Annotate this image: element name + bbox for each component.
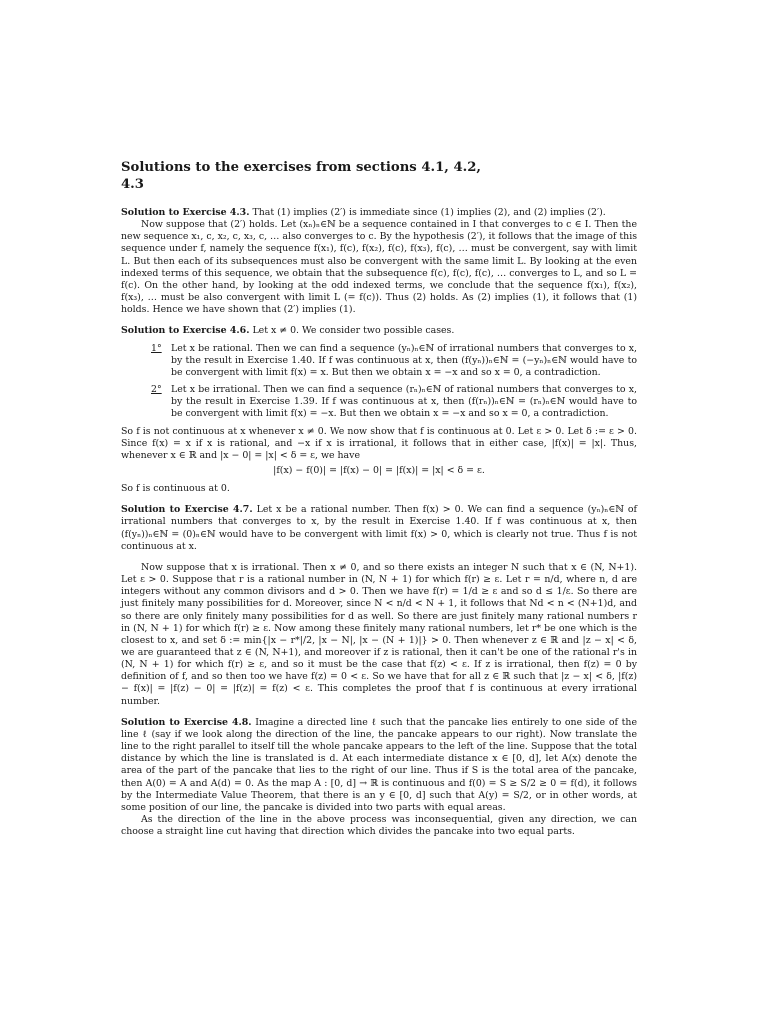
case-item bbox=[151, 384, 637, 420]
page-title: Solutions to the exercises from sections 4.1, 4.2, 4.3 bbox=[121, 160, 481, 192]
paragraph bbox=[121, 504, 637, 553]
solution-4-8 bbox=[121, 717, 637, 839]
document-page bbox=[121, 160, 637, 838]
paragraph-text: Let x be a rational number. Then f(x) > 0. We can find a sequence (yₙ)ₙ∈ℕ of irrational numbers that converges to x, by the result in Exercise 1.40. If f was continuous at x, then (f(yₙ))ₙ∈ℕ = (0)ₙ∈ℕ would have to be convergent with limit f(x) > 0, which is clearly not true. Thus f is not continuous at x. bbox=[121, 504, 637, 552]
paragraph-text: Imagine a directed line ℓ such that the pancake lies entirely to one side of the line ℓ (say if we look along the direction of the line, the pancake appears to our right). Now translate the line to the right parallel to itself till the whole pancake appears to the left of the line. Suppose that the total distance by which the line is translated is d. At each intermediate distance x ∈ [0, d], let A(x) denote the area of the part of the pancake that lies to the right of our line. Thus if S is the total area of the pancake, then A(0) = A and A(d) = 0. As the map A : [0, d] → ℝ is continuous and f(0) = S ≥ S/2 ≥ 0 = f(d), it follows by the Intermediate Value Theorem, that there is an y ∈ [0, d] such that A(y) = S/2, or in other words, at some position of our line, the pancake is divided into two parts with equal areas. bbox=[121, 716, 637, 813]
paragraph: Now suppose that (2′) holds. Let (xₙ)ₙ∈ℕ be a sequence contained in I that converges to c ∈ I. Then the new sequence x₁, c, x₂, c, x₃, c, … also converges to c. By the hypothesis (2′), it follows that the image of this sequence under f, namely the sequence f(x₁), f(c), f(x₂), f(c), f(x₃), f(c), … must be convergent, say with limit L. But then each of its subsequences must also be convergent with the same limit L. By looking at the even indexed terms of this sequence, we obtain that the subsequence f(c), f(c), f(c), … converges to L, and so L = f(c). On the other hand, by looking at the odd indexed terms, we conclude that the sequence f(x₁), f(x₂), f(x₃), … must be also convergent with limit L (= f(c)). Thus (2) holds. As (2) implies (1), it follows that (1) holds. Hence we have shown that (2′) implies (1). bbox=[121, 219, 637, 316]
solution-heading: Solution to Exercise 4.8. bbox=[121, 716, 252, 728]
paragraph bbox=[121, 325, 637, 337]
paragraph: So f is not continuous at x whenever x ≠ 0. We now show that f is continuous at 0. Let ε > 0. Let δ := ε > 0. Since f(x) = x if x is rational, and −x if x is irrational, it follows that in either case, |f(x)| = |x|. Thus, whenever x ∈ ℝ and |x − 0| = |x| < δ = ε, we have bbox=[121, 425, 637, 461]
case-marker: 1° bbox=[151, 342, 162, 354]
solution-heading: Solution to Exercise 4.3. bbox=[121, 207, 250, 218]
solution-heading: Solution to Exercise 4.7. bbox=[121, 504, 253, 516]
paragraph bbox=[121, 717, 637, 814]
solution-heading: Solution to Exercise 4.6. bbox=[121, 325, 250, 337]
display-equation: |f(x) − f(0)| = |f(x) − 0| = |f(x)| = |x| < δ = ε. bbox=[273, 464, 485, 476]
solution-4-6 bbox=[121, 325, 637, 495]
paragraph bbox=[121, 207, 637, 219]
paragraph: So f is continuous at 0. bbox=[121, 483, 230, 495]
paragraph: Now suppose that x is irrational. Then x ≠ 0, and so there exists an integer N such that x ∈ (N, N+1). Let ε > 0. Suppose that r is a rational number in (N, N + 1) for which f(r) ≥ ε. Let r = n/d, where n, d are integers without any common divisors and d > 0. Then we have f(r) = 1/d ≥ ε and so d ≤ 1/ε. So there are just finitely many possibilities for d. Moreover, since N < n/d < N + 1, it follows that Nd < n < (N+1)d, and so there are only finitely many possibilities for d as well. So there are just finitely many rational numbers r in (N, N + 1) for which f(r) ≥ ε. Now among these finitely many rational numbers, let r* be one which is the closest to x, and set δ := min{|x − r*|/2, |x − N|, |x − (N + 1)|} > 0. Then whenever z ∈ ℝ and |z − x| < δ, we are guaranteed that z ∈ (N, N+1), and moreover if z is rational, then it can't be one of the rational r's in (N, N + 1) for which f(r) ≥ ε, and so it must be the case that f(z) < ε. If z is irrational, then f(z) = 0 by definition of f, and so then too we have f(z) = 0 < ε. So we have that for all z ∈ ℝ such that |z − x| < δ, |f(z) − f(x)| = |f(z) − 0| = |f(z)| = f(z) < ε. This completes the proof that f is continuous at every irrational number. bbox=[121, 561, 637, 707]
paragraph: As the direction of the line in the above process was inconsequential, given any direction, we can choose a straight line cut having that direction which divides the pancake into two equal parts. bbox=[121, 814, 637, 838]
solution-4-3 bbox=[121, 207, 637, 316]
case-text: Let x be irrational. Then we can find a sequence (rₙ)ₙ∈ℕ of rational numbers that converges to x, by the result in Exercise 1.39. If f was continuous at x, then (f(rₙ))ₙ∈ℕ = (rₙ)ₙ∈ℕ would have to be convergent with limit f(x) = −x. But then we obtain x = −x and so x = 0, a contradiction. bbox=[171, 384, 637, 420]
case-marker: 2° bbox=[151, 384, 162, 396]
paragraph-text: Let x ≠ 0. We consider two possible cases. bbox=[249, 325, 455, 337]
case-text: Let x be rational. Then we can find a sequence (yₙ)ₙ∈ℕ of irrational numbers that converges to x, by the result in Exercise 1.40. If f was continuous at x, then (f(yₙ))ₙ∈ℕ = (−yₙ)ₙ∈ℕ would have to be convergent with limit f(x) = x. But then we obtain x = −x and so x = 0, a contradiction. bbox=[171, 342, 637, 378]
paragraph-text: That (1) implies (2′) is immediate since (1) implies (2), and (2) implies (2′). bbox=[249, 207, 606, 218]
case-item bbox=[151, 342, 637, 379]
solution-4-7 bbox=[121, 504, 637, 708]
